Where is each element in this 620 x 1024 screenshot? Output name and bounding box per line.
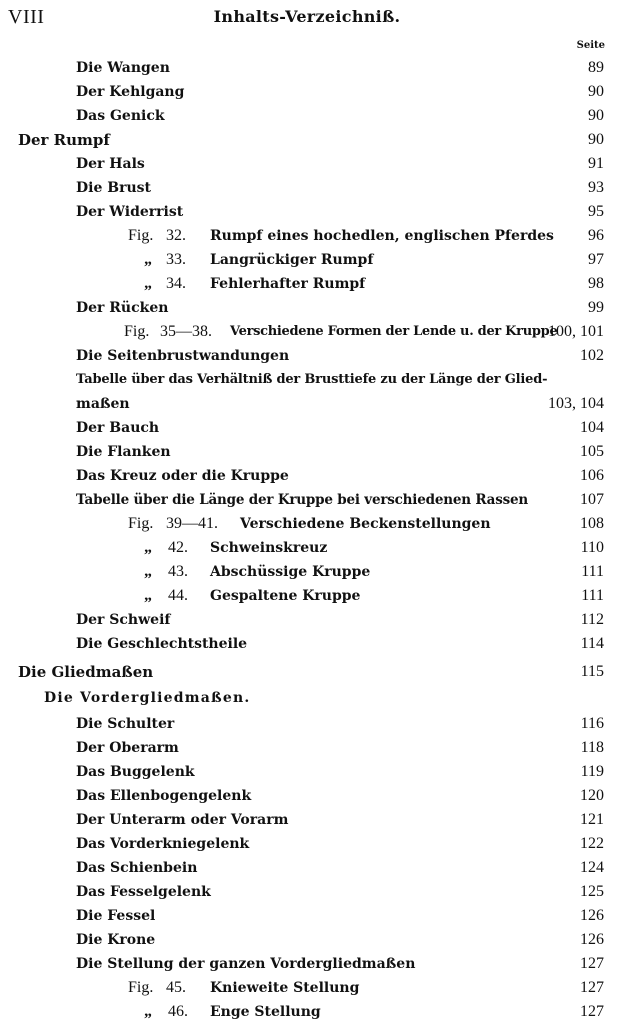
entry-page: 127 <box>580 1003 604 1020</box>
entry-page: 98 <box>588 275 604 292</box>
toc-entry <box>0 80 620 104</box>
toc-figure-entry <box>0 512 620 536</box>
figure-prefix: Fig. <box>128 227 154 244</box>
entry-page: 125 <box>580 883 604 900</box>
toc-entry <box>0 760 620 784</box>
toc-entry <box>0 176 620 200</box>
toc-entry <box>0 488 620 512</box>
figure-number: 42. <box>168 539 188 556</box>
subsection-title: Die Vordergliedmaßen. <box>44 690 251 706</box>
ditto-mark: „ <box>144 251 152 268</box>
entry-title: Rumpf eines hochedlen, englischen Pferdes <box>210 228 554 244</box>
entry-title: Verschiedene Beckenstellungen <box>240 516 491 532</box>
entry-title: Das Genick <box>76 108 165 124</box>
figure-number: 39—41. <box>166 515 218 532</box>
toc-entry <box>0 856 620 880</box>
toc-entry <box>0 736 620 760</box>
entry-title: Die Flanken <box>76 444 171 460</box>
entry-page: 126 <box>580 907 604 924</box>
figure-prefix: Fig. <box>128 979 154 996</box>
entry-page: 91 <box>588 155 604 172</box>
entry-title: Abschüssige Kruppe <box>210 564 371 580</box>
toc-figure-entry <box>0 560 620 584</box>
toc-figure-entry <box>0 272 620 296</box>
entry-page: 104 <box>580 419 604 436</box>
figure-number: 46. <box>168 1003 188 1020</box>
figure-number: 34. <box>166 275 186 292</box>
toc-entry <box>0 952 620 976</box>
figure-prefix: Fig. <box>124 323 150 340</box>
entry-page: 90 <box>588 131 604 148</box>
ditto-mark: „ <box>144 587 152 604</box>
toc-entry <box>0 904 620 928</box>
section-title: Die Gliedmaßen <box>18 663 154 681</box>
entry-title: Gespaltene Kruppe <box>210 588 361 604</box>
toc-figure-entry <box>0 248 620 272</box>
entry-title: Die Fessel <box>76 908 156 924</box>
toc-figure-entry <box>0 976 620 1000</box>
toc-entry <box>0 880 620 904</box>
running-header <box>8 6 606 34</box>
entry-title: Der Widerrist <box>76 204 184 220</box>
entry-title: Knieweite Stellung <box>210 980 360 996</box>
entry-page: 111 <box>581 563 604 580</box>
entry-page: 115 <box>580 663 604 680</box>
entry-page: 97 <box>588 251 604 268</box>
entry-title: Langrückiger Rumpf <box>210 252 374 268</box>
entry-page: 120 <box>580 787 604 804</box>
toc-entry <box>0 296 620 320</box>
toc-section <box>0 128 620 152</box>
entry-title: Enge Stellung <box>210 1004 321 1020</box>
entry-title: Das Ellenbogengelenk <box>76 788 252 804</box>
entry-page: 121 <box>580 811 604 828</box>
entry-page: 100, 101 <box>548 323 604 340</box>
entry-page: 108 <box>580 515 604 532</box>
toc-figure-entry <box>0 1000 620 1024</box>
entry-page: 96 <box>588 227 604 244</box>
entry-title: Der Kehlgang <box>76 84 185 100</box>
figure-number: 32. <box>166 227 186 244</box>
toc-subsection <box>0 686 620 710</box>
entry-page: 95 <box>588 203 604 220</box>
entry-title: Das Vorderkniegelenk <box>76 836 250 852</box>
ditto-mark: „ <box>144 563 152 580</box>
toc-entry <box>0 928 620 952</box>
entry-title: Schweinskreuz <box>210 540 328 556</box>
page-column-label: Seite <box>576 40 605 51</box>
toc-entry <box>0 712 620 736</box>
toc-entry <box>0 832 620 856</box>
toc-entry <box>0 104 620 128</box>
ditto-mark: „ <box>144 539 152 556</box>
toc-entry <box>0 608 620 632</box>
entry-page: 122 <box>580 835 604 852</box>
figure-prefix: Fig. <box>128 515 154 532</box>
entry-page: 93 <box>588 179 604 196</box>
entry-title: Das Kreuz oder die Kruppe <box>76 468 289 484</box>
ditto-mark: „ <box>144 275 152 292</box>
section-title: Der Rumpf <box>18 131 110 149</box>
entry-title: Das Buggelenk <box>76 764 195 780</box>
entry-page: 116 <box>580 715 604 732</box>
entry-title: Die Wangen <box>76 60 170 76</box>
entry-title: Der Schweif <box>76 612 171 628</box>
entry-title: Fehlerhafter Rumpf <box>210 276 366 292</box>
entry-title: Verschiedene Formen der Lende u. der Kruppe <box>230 324 558 339</box>
entry-title: Die Seitenbrustwandungen <box>76 348 290 364</box>
figure-number: 35—38. <box>160 323 212 340</box>
entry-page: 111 <box>581 587 604 604</box>
toc-figure-entry <box>0 536 620 560</box>
toc-entry <box>0 784 620 808</box>
entry-page: 106 <box>580 467 604 484</box>
entry-title: maßen <box>76 396 130 412</box>
entry-title: Die Brust <box>76 180 151 196</box>
toc-entry <box>0 808 620 832</box>
entry-page: 90 <box>588 107 604 124</box>
entry-title: Der Oberarm <box>76 740 179 756</box>
entry-page: 102 <box>580 347 604 364</box>
figure-number: 43. <box>168 563 188 580</box>
toc-entry <box>0 440 620 464</box>
entry-page: 90 <box>588 83 604 100</box>
entry-title: Das Schienbein <box>76 860 198 876</box>
entry-page: 118 <box>580 739 604 756</box>
entry-page: 89 <box>588 59 604 76</box>
entry-title: Das Fesselgelenk <box>76 884 211 900</box>
entry-title: Der Rücken <box>76 300 169 316</box>
figure-number: 44. <box>168 587 188 604</box>
entry-page: 114 <box>580 635 604 652</box>
entry-title: Der Unterarm oder Vorarm <box>76 812 289 828</box>
figure-number: 45. <box>166 979 186 996</box>
entry-title: Tabelle über das Verhältniß der Brusttiefe zu der Länge der Glied- <box>76 372 548 387</box>
entry-page: 127 <box>580 955 604 972</box>
entry-title: Der Bauch <box>76 420 160 436</box>
toc-entry <box>0 56 620 80</box>
toc-section <box>0 660 620 684</box>
toc-entry <box>0 368 620 392</box>
toc-figure-entry <box>0 320 620 344</box>
figure-number: 33. <box>166 251 186 268</box>
entry-title: Die Krone <box>76 932 156 948</box>
entry-page: 103, 104 <box>548 395 604 412</box>
toc-figure-entry <box>0 584 620 608</box>
toc-entry <box>0 392 620 416</box>
entry-page: 107 <box>580 491 604 508</box>
ditto-mark: „ <box>144 1003 152 1020</box>
toc-entry <box>0 464 620 488</box>
page-number: VIII <box>8 6 45 28</box>
entry-page: 124 <box>580 859 604 876</box>
entry-page: 112 <box>580 611 604 628</box>
entry-page: 119 <box>580 763 604 780</box>
toc-entry <box>0 416 620 440</box>
toc-entry <box>0 152 620 176</box>
toc-entry <box>0 200 620 224</box>
toc-entry <box>0 344 620 368</box>
entry-page: 127 <box>580 979 604 996</box>
entry-page: 126 <box>580 931 604 948</box>
entry-title: Tabelle über die Länge der Kruppe bei verschiedenen Rassen <box>76 492 529 508</box>
toc-figure-entry <box>0 224 620 248</box>
entry-title: Die Stellung der ganzen Vordergliedmaßen <box>76 956 416 972</box>
toc-entry <box>0 632 620 656</box>
entry-page: 110 <box>580 539 604 556</box>
entry-page: 105 <box>580 443 604 460</box>
entry-title: Die Geschlechtstheile <box>76 636 248 652</box>
entry-title: Die Schulter <box>76 716 175 732</box>
entry-title: Der Hals <box>76 156 145 172</box>
running-title: Inhalts-Verzeichniß. <box>213 7 401 26</box>
entry-page: 99 <box>588 299 604 316</box>
